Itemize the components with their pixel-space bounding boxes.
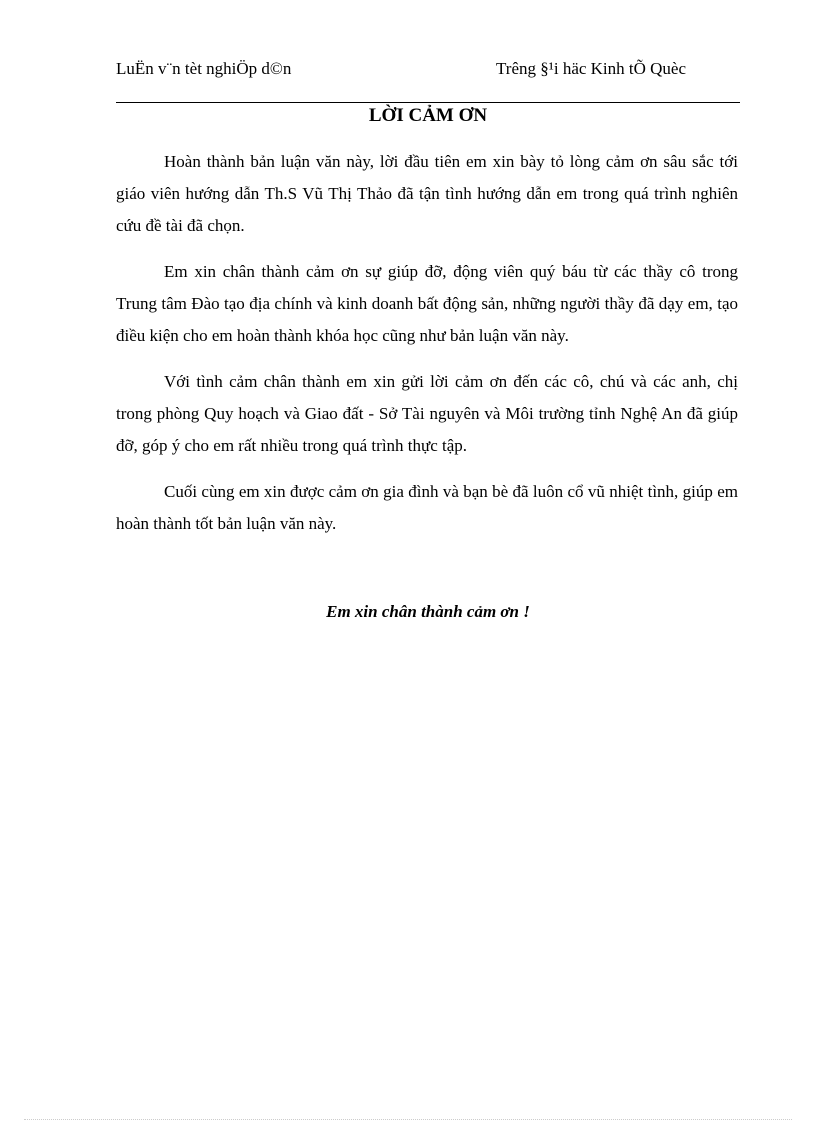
page-title: LỜI CẢM ƠN	[368, 105, 488, 126]
paragraph-3: Với tình cảm chân thành em xin gửi lời cảm ơn đến các cô, chú và các anh, chị trong phòng Quy hoạch và Giao đất - Sở Tài nguyên và Môi trường tỉnh Nghệ An đã giúp đỡ, góp ý cho em rất nhiều trong quá trình thực tập.	[116, 372, 738, 455]
header-university-label: Trêng §¹i häc Kinh tÕ Quèc	[496, 59, 687, 78]
page-header	[116, 58, 740, 103]
paragraph-2: Em xin chân thành cảm ơn sự giúp đỡ, động viên quý báu từ các thầy cô trong Trung tâm Đào tạo địa chính và kinh doanh bất động sản, những người thầy đã dạy em, tạo điều kiện cho em hoàn thành khóa học cũng như bản luận văn này.	[116, 262, 738, 345]
page-bottom-divider	[24, 1119, 792, 1120]
paragraph-4: Cuối cùng em xin được cảm ơn gia đình và bạn bè đã luôn cổ vũ nhiệt tình, giúp em hoàn thành tốt bản luận văn này.	[116, 482, 738, 533]
paragraph-1: Hoàn thành bản luận văn này, lời đầu tiên em xin bày tỏ lòng cảm ơn sâu sắc tới giáo viên hướng dẫn Th.S Vũ Thị Thảo đã tận tình hướng dẫn em trong quá trình nghiên cứu đề tài đã chọn.	[116, 152, 738, 235]
closing-line: Em xin chân thành cảm ơn !	[326, 602, 530, 621]
header-thesis-label: LuËn v¨n tèt nghiÖp d©n	[116, 59, 292, 78]
body-text	[116, 146, 738, 554]
